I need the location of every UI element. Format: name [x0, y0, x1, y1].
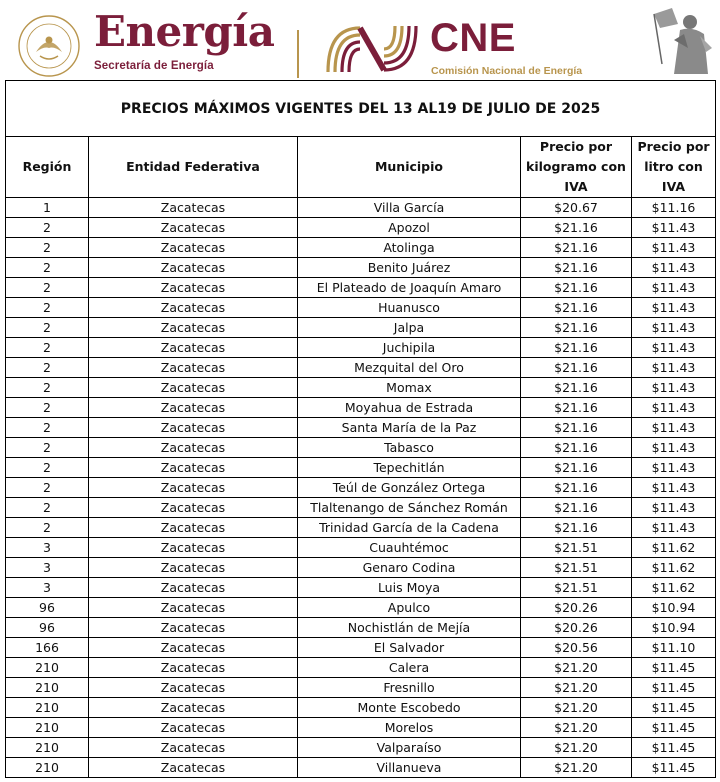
cell-municipio: Tabasco: [298, 438, 521, 458]
cell-municipio: Fresnillo: [298, 678, 521, 698]
table-row: [6, 318, 716, 338]
cell-precio-kg: $21.20: [521, 658, 632, 678]
coat-of-arms-seal: [14, 12, 84, 78]
cell-region: 2: [6, 438, 89, 458]
cell-municipio: Calera: [298, 658, 521, 678]
cell-region: 2: [6, 278, 89, 298]
cell-precio-litro: $11.43: [632, 298, 716, 318]
cell-municipio: Huanusco: [298, 298, 521, 318]
cell-precio-litro: $11.43: [632, 258, 716, 278]
cell-precio-kg: $21.20: [521, 738, 632, 758]
cell-region: 210: [6, 758, 89, 778]
cell-precio-kg: $21.16: [521, 338, 632, 358]
table-row: [6, 678, 716, 698]
cell-precio-kg: $21.16: [521, 218, 632, 238]
cell-precio-kg: $21.51: [521, 558, 632, 578]
cell-region: 210: [6, 658, 89, 678]
cell-region: 2: [6, 458, 89, 478]
table-row: [6, 458, 716, 478]
cell-precio-kg: $21.16: [521, 458, 632, 478]
cell-entidad: Zacatecas: [89, 558, 298, 578]
cell-precio-kg: $21.16: [521, 258, 632, 278]
cell-municipio: Nochistlán de Mejía: [298, 618, 521, 638]
brand-name: Energía: [94, 7, 275, 56]
cell-municipio: Santa María de la Paz: [298, 418, 521, 438]
cell-precio-litro: $11.10: [632, 638, 716, 658]
cell-precio-litro: $11.45: [632, 698, 716, 718]
cell-municipio: Moyahua de Estrada: [298, 398, 521, 418]
table-body: [6, 198, 716, 778]
table-row: [6, 398, 716, 418]
cell-precio-kg: $21.20: [521, 698, 632, 718]
cell-municipio: Luis Moya: [298, 578, 521, 598]
cell-municipio: Tlaltenango de Sánchez Román: [298, 498, 521, 518]
table-row: [6, 438, 716, 458]
cell-entidad: Zacatecas: [89, 338, 298, 358]
cell-precio-litro: $11.62: [632, 538, 716, 558]
cell-region: 2: [6, 218, 89, 238]
cell-precio-litro: $11.45: [632, 758, 716, 778]
table-row: [6, 238, 716, 258]
cell-precio-kg: $21.16: [521, 438, 632, 458]
table-header-row: [6, 137, 716, 198]
table-row: [6, 718, 716, 738]
cell-region: 2: [6, 238, 89, 258]
cell-region: 210: [6, 678, 89, 698]
cell-precio-litro: $11.43: [632, 518, 716, 538]
cell-entidad: Zacatecas: [89, 318, 298, 338]
cell-municipio: Villa García: [298, 198, 521, 218]
cell-municipio: El Plateado de Joaquín Amaro: [298, 278, 521, 298]
cell-entidad: Zacatecas: [89, 418, 298, 438]
table-row: [6, 378, 716, 398]
cell-entidad: Zacatecas: [89, 718, 298, 738]
cell-region: 2: [6, 318, 89, 338]
cell-region: 2: [6, 498, 89, 518]
cell-precio-litro: $10.94: [632, 618, 716, 638]
cell-precio-kg: $21.16: [521, 278, 632, 298]
table-row: [6, 358, 716, 378]
cell-municipio: Villanueva: [298, 758, 521, 778]
column-header-municipio: Municipio: [298, 137, 521, 198]
column-header-region: Región: [6, 137, 89, 198]
table-row: [6, 598, 716, 618]
table-row: [6, 618, 716, 638]
cell-entidad: Zacatecas: [89, 278, 298, 298]
cell-municipio: Morelos: [298, 718, 521, 738]
cell-precio-kg: $21.16: [521, 398, 632, 418]
cell-precio-kg: $21.20: [521, 678, 632, 698]
brand-subtitle: Secretaría de Energía: [94, 60, 214, 72]
cell-municipio: Benito Juárez: [298, 258, 521, 278]
cell-precio-kg: $20.26: [521, 618, 632, 638]
table-row: [6, 638, 716, 658]
cell-precio-kg: $20.56: [521, 638, 632, 658]
cell-municipio: Juchipila: [298, 338, 521, 358]
table-row: [6, 278, 716, 298]
cell-region: 166: [6, 638, 89, 658]
table-row: [6, 478, 716, 498]
cell-entidad: Zacatecas: [89, 678, 298, 698]
table-row: [6, 198, 716, 218]
cell-entidad: Zacatecas: [89, 758, 298, 778]
cell-region: 96: [6, 618, 89, 638]
cell-region: 2: [6, 478, 89, 498]
table-row: [6, 518, 716, 538]
cell-precio-litro: $11.45: [632, 678, 716, 698]
cell-precio-kg: $21.16: [521, 498, 632, 518]
cell-region: 2: [6, 518, 89, 538]
cell-precio-litro: $11.43: [632, 238, 716, 258]
cell-precio-kg: $21.16: [521, 298, 632, 318]
cell-precio-kg: $21.16: [521, 358, 632, 378]
cell-municipio: Momax: [298, 378, 521, 398]
cell-precio-kg: $21.51: [521, 538, 632, 558]
table-row: [6, 738, 716, 758]
cell-municipio: El Salvador: [298, 638, 521, 658]
cell-region: 210: [6, 698, 89, 718]
table-row: [6, 258, 716, 278]
cell-municipio: Monte Escobedo: [298, 698, 521, 718]
cell-region: 3: [6, 578, 89, 598]
cell-region: 2: [6, 298, 89, 318]
table-row: [6, 338, 716, 358]
cell-precio-litro: $11.43: [632, 498, 716, 518]
cell-precio-litro: $11.62: [632, 578, 716, 598]
table-row: [6, 698, 716, 718]
cell-municipio: Trinidad García de la Cadena: [298, 518, 521, 538]
cell-precio-litro: $11.43: [632, 318, 716, 338]
cell-municipio: Mezquital del Oro: [298, 358, 521, 378]
cell-municipio: Cuauhtémoc: [298, 538, 521, 558]
cell-entidad: Zacatecas: [89, 378, 298, 398]
cell-precio-kg: $21.16: [521, 418, 632, 438]
cell-municipio: Valparaíso: [298, 738, 521, 758]
cell-region: 2: [6, 378, 89, 398]
table-row: [6, 578, 716, 598]
cell-region: 2: [6, 358, 89, 378]
table-row: [6, 538, 716, 558]
cell-precio-kg: $21.20: [521, 758, 632, 778]
cell-precio-litro: $11.43: [632, 478, 716, 498]
cell-precio-litro: $11.43: [632, 378, 716, 398]
cell-precio-litro: $11.43: [632, 278, 716, 298]
cell-precio-litro: $11.45: [632, 718, 716, 738]
cell-precio-litro: $11.16: [632, 198, 716, 218]
cell-region: 2: [6, 398, 89, 418]
cell-precio-litro: $11.43: [632, 418, 716, 438]
cell-entidad: Zacatecas: [89, 598, 298, 618]
cell-entidad: Zacatecas: [89, 238, 298, 258]
cell-entidad: Zacatecas: [89, 738, 298, 758]
cell-entidad: Zacatecas: [89, 618, 298, 638]
cell-precio-litro: $11.45: [632, 738, 716, 758]
cell-entidad: Zacatecas: [89, 638, 298, 658]
cell-precio-kg: $20.67: [521, 198, 632, 218]
table-row: [6, 418, 716, 438]
cell-region: 3: [6, 538, 89, 558]
cell-municipio: Genaro Codina: [298, 558, 521, 578]
cell-precio-litro: $11.43: [632, 338, 716, 358]
cell-entidad: Zacatecas: [89, 218, 298, 238]
cell-precio-litro: $11.43: [632, 218, 716, 238]
cell-municipio: Apozol: [298, 218, 521, 238]
cell-entidad: Zacatecas: [89, 498, 298, 518]
cell-entidad: Zacatecas: [89, 538, 298, 558]
cell-precio-litro: $11.43: [632, 358, 716, 378]
cell-region: 1: [6, 198, 89, 218]
cell-entidad: Zacatecas: [89, 658, 298, 678]
cne-subtitle: Comisión Nacional de Energía: [431, 65, 583, 77]
cell-precio-litro: $11.43: [632, 458, 716, 478]
cell-entidad: Zacatecas: [89, 198, 298, 218]
cell-entidad: Zacatecas: [89, 698, 298, 718]
table-row: [6, 658, 716, 678]
cne-name: CNE: [430, 16, 516, 60]
column-header-precio-kg: Precio por kilogramo con IVA: [521, 137, 632, 198]
cell-entidad: Zacatecas: [89, 578, 298, 598]
cell-entidad: Zacatecas: [89, 438, 298, 458]
cell-precio-litro: $11.45: [632, 658, 716, 678]
table-row: [6, 758, 716, 778]
cell-region: 210: [6, 738, 89, 758]
prices-table-container: [5, 80, 715, 778]
column-header-precio-litro: Precio por litro con IVA: [632, 137, 716, 198]
table-title: PRECIOS MÁXIMOS VIGENTES DEL 13 AL19 DE JULIO DE 2025: [6, 81, 716, 137]
heroine-figure-image: [650, 4, 716, 76]
cell-precio-litro: $11.62: [632, 558, 716, 578]
cell-region: 2: [6, 258, 89, 278]
cell-precio-kg: $21.16: [521, 518, 632, 538]
cell-entidad: Zacatecas: [89, 458, 298, 478]
prices-table: [5, 80, 716, 778]
table-row: [6, 498, 716, 518]
cell-precio-litro: $11.43: [632, 398, 716, 418]
cne-logo-icon: [324, 22, 420, 76]
page-header: [0, 0, 720, 80]
cell-precio-kg: $21.16: [521, 378, 632, 398]
cell-region: 210: [6, 718, 89, 738]
cell-entidad: Zacatecas: [89, 518, 298, 538]
table-title-row: [6, 81, 716, 137]
cell-entidad: Zacatecas: [89, 298, 298, 318]
table-row: [6, 558, 716, 578]
cell-municipio: Jalpa: [298, 318, 521, 338]
cell-entidad: Zacatecas: [89, 398, 298, 418]
cell-precio-kg: $21.16: [521, 238, 632, 258]
energia-brand: [94, 7, 275, 72]
cell-precio-kg: $21.51: [521, 578, 632, 598]
cell-entidad: Zacatecas: [89, 258, 298, 278]
table-row: [6, 218, 716, 238]
cell-region: 2: [6, 418, 89, 438]
cell-precio-kg: $21.16: [521, 318, 632, 338]
header-divider: [297, 30, 299, 78]
cell-precio-kg: $21.20: [521, 718, 632, 738]
cell-precio-litro: $10.94: [632, 598, 716, 618]
column-header-entidad: Entidad Federativa: [89, 137, 298, 198]
table-row: [6, 298, 716, 318]
cell-region: 96: [6, 598, 89, 618]
cell-precio-kg: $21.16: [521, 478, 632, 498]
cell-entidad: Zacatecas: [89, 478, 298, 498]
cell-municipio: Tepechitlán: [298, 458, 521, 478]
cell-municipio: Apulco: [298, 598, 521, 618]
cell-region: 3: [6, 558, 89, 578]
cell-precio-litro: $11.43: [632, 438, 716, 458]
cell-entidad: Zacatecas: [89, 358, 298, 378]
cell-precio-kg: $20.26: [521, 598, 632, 618]
cell-municipio: Teúl de González Ortega: [298, 478, 521, 498]
cell-region: 2: [6, 338, 89, 358]
cell-municipio: Atolinga: [298, 238, 521, 258]
